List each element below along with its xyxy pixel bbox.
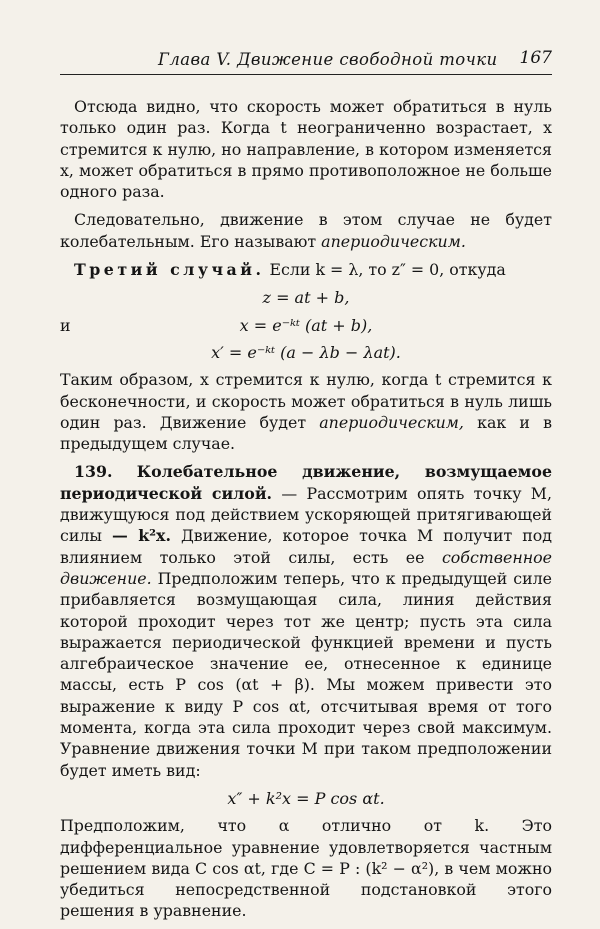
paragraph-text: Следовательно, движение в этом случае не будет колебательным. Его называют (60, 210, 552, 251)
paragraph-text: Таким образом, x стремится к нулю, когда t стремится к бесконечности, и скорость может обратиться в нуль лишь один раз. Движение будет (60, 370, 552, 432)
page-body (60, 96, 552, 929)
section-number: 139. (74, 462, 113, 482)
paragraph-text: — Рассмотрим опять точку M, движущуюся под действием ускоряющей притягивающей силы (60, 483, 552, 546)
equation: x = e⁻ᵏᵗ (at + b), (239, 315, 373, 335)
paragraph: Отсюда видно, что скорость может обратиться в нуль только один раз. Когда t неограниченно возрастает, x стремится к нулю, но направление, в котором изменяется x, может обратиться в прямо противоположное не больше одного раза. (60, 97, 552, 202)
paragraph (60, 259, 552, 280)
paragraph (60, 209, 552, 252)
paragraph-text: Если k = λ, то z″ = 0, откуда (269, 260, 506, 280)
section-title: Колебательное движение, возмущаемое периодической силой. (60, 462, 552, 503)
equation-row (60, 315, 552, 336)
equation: z = at + b, (262, 288, 350, 308)
running-title: Глава V. Движение свободной точки (158, 50, 498, 69)
conjunction: и (60, 315, 71, 335)
term-proper-motion: собственное движение. (60, 547, 552, 588)
paragraph (60, 369, 552, 454)
paragraph-text: Движение, которое точка M получит под влиянием только этой силы, есть ее (60, 526, 552, 567)
force-expression: — k²x. (111, 526, 171, 546)
equation: x″ + k²x = P cos αt. (227, 788, 385, 808)
page-header (60, 46, 552, 75)
page-number: 167 (519, 48, 552, 68)
term-aperiodic: апериодическим, (319, 412, 464, 432)
term-aperiodic: апериодическим. (321, 231, 466, 251)
paragraph-text: Предположим теперь, что к предыдущей силе прибавляется возмущающая сила, линия действия которой проходит через тот же центр; пусть эта сила выражается периодической функцией времени и пусть алгебраическое значение ее, отнесенное к единице массы, есть P cos (αt + β). Мы можем привести это выражение к виду P cos αt, отсчитывая время от того момента, когда эта сила проходит через свой максимум. Уравнение движения точки M при таком предположении будет иметь вид: (60, 568, 552, 780)
case-heading: Третий случай. (74, 260, 265, 280)
paragraph-text: как и в предыдущем случае. (60, 412, 552, 454)
equation: x′ = e⁻ᵏᵗ (a − λb − λat). (211, 342, 401, 362)
section-139 (60, 461, 552, 780)
paragraph: Предположим, что α отлично от k. Это дифференциальное уравнение удовлетворяется частным решением вида C cos αt, где C = P : (k² − α²), в чем можно убедиться непосредственной подстановкой этого решения в уравнение. (60, 816, 552, 921)
